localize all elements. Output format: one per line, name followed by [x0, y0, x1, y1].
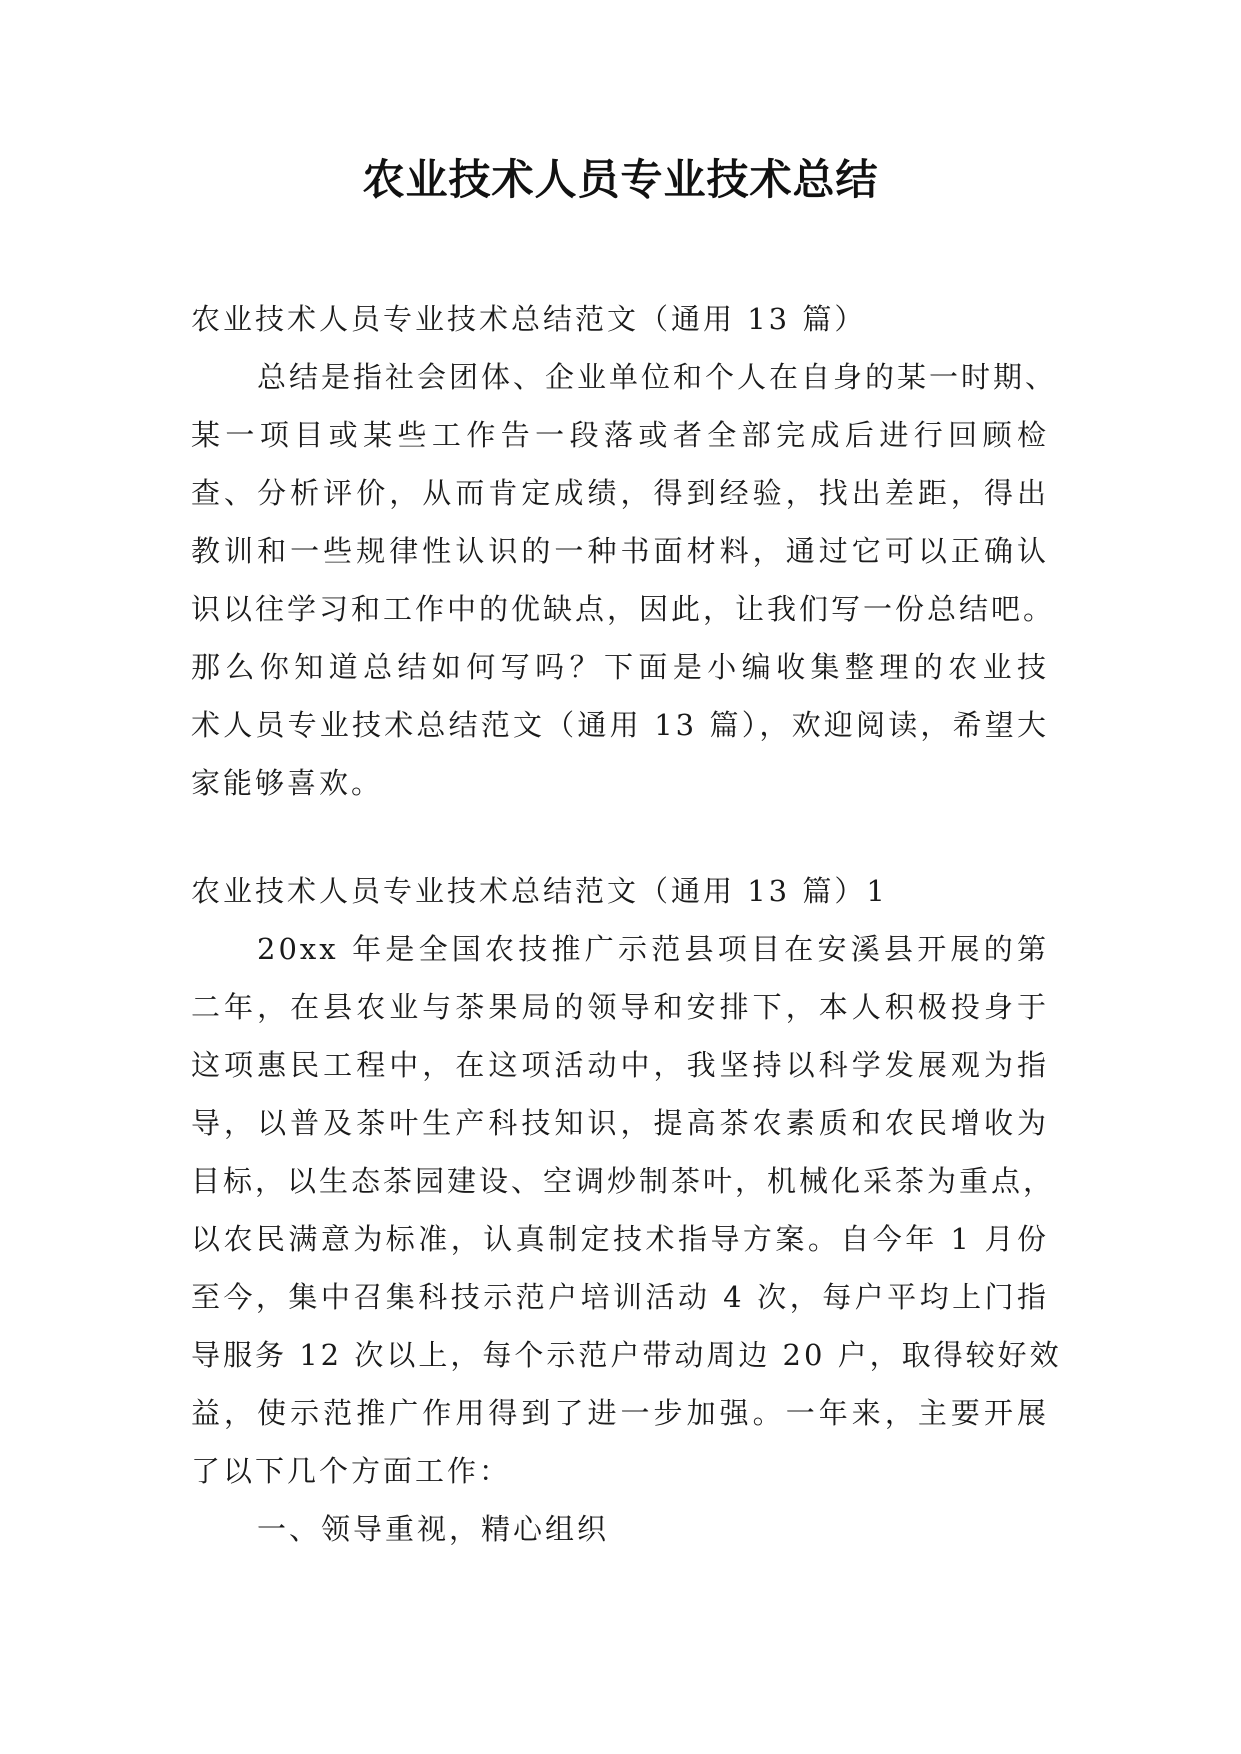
paragraph-line: 导，以普及茶叶生产科技知识，提高茶农素质和农民增收为: [191, 1106, 1049, 1140]
paragraph-line: 二年，在县农业与茶果局的领导和安排下，本人积极投身于: [191, 990, 1049, 1024]
section-subtitle: 农业技术人员专业技术总结范文（通用 13 篇）: [191, 302, 867, 336]
paragraph-line: 查、分析评价，从而肯定成绩，得到经验，找出差距，得出: [191, 476, 1049, 510]
paragraph-line: 这项惠民工程中，在这项活动中，我坚持以科学发展观为指: [191, 1048, 1049, 1082]
paragraph-line: 识以往学习和工作中的优缺点，因此，让我们写一份总结吧。: [191, 592, 1056, 626]
paragraph-line: 了以下几个方面工作：: [191, 1454, 512, 1488]
paragraph-line: 某一项目或某些工作告一段落或者全部完成后进行回顾检: [191, 418, 1049, 452]
paragraph-line: 益，使示范推广作用得到了进一步加强。一年来，主要开展: [191, 1396, 1049, 1430]
paragraph-line: 教训和一些规律性认识的一种书面材料，通过它可以正确认: [191, 534, 1049, 568]
paragraph-line: 那么你知道总结如何写吗？下面是小编收集整理的农业技: [191, 650, 1049, 684]
paragraph-line: 以农民满意为标准，认真制定技术指导方案。自今年 1 月份: [191, 1222, 1049, 1256]
document-title: 农业技术人员专业技术总结: [362, 155, 879, 204]
section-subtitle: 农业技术人员专业技术总结范文（通用 13 篇）1: [191, 874, 888, 908]
paragraph-line: 目标，以生态茶园建设、空调炒制茶叶，机械化采茶为重点，: [191, 1164, 1056, 1198]
paragraph-line: 术人员专业技术总结范文（通用 13 篇），欢迎阅读，希望大: [191, 708, 1049, 742]
section-heading: 一、领导重视，精心组织: [257, 1512, 610, 1546]
paragraph-line: 至今，集中召集科技示范户培训活动 4 次，每户平均上门指: [191, 1280, 1049, 1314]
paragraph-line: 导服务 12 次以上，每个示范户带动周边 20 户，取得较好效: [191, 1338, 1062, 1372]
paragraph-line: 总结是指社会团体、企业单位和个人在自身的某一时期、: [257, 360, 1058, 394]
paragraph-line: 20xx 年是全国农技推广示范县项目在安溪县开展的第: [257, 932, 1049, 966]
section-one: [191, 862, 1062, 1558]
paragraph-line: 家能够喜欢。: [191, 766, 384, 800]
intro-section: [191, 290, 1058, 812]
